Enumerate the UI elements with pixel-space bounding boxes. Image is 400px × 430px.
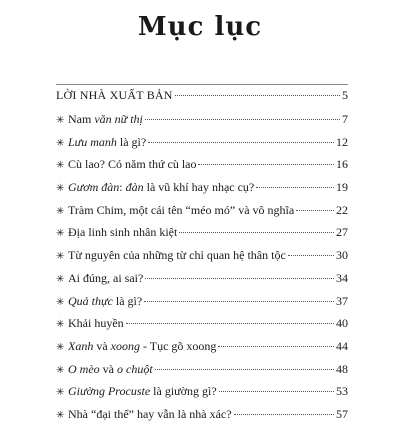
bullet-icon: ✳ bbox=[56, 205, 65, 217]
toc-entry-title-part: là gì? bbox=[116, 134, 147, 149]
dot-leader bbox=[234, 414, 334, 415]
dot-leader bbox=[198, 164, 334, 165]
toc-entry-title bbox=[68, 135, 146, 149]
toc-entry-title bbox=[68, 203, 294, 217]
toc-page-number: 30 bbox=[336, 248, 348, 263]
toc-page-number: 7 bbox=[342, 112, 348, 126]
toc-page-number: 12 bbox=[336, 134, 348, 149]
toc-entry-title-part: Lưu manh bbox=[68, 134, 117, 149]
toc-entry-title-part: là giường gì? bbox=[150, 384, 217, 399]
dot-leader bbox=[219, 391, 334, 392]
toc-entry-title bbox=[68, 362, 153, 376]
toc-entry-title-part: Cù lao? Có năm thứ cù lao bbox=[68, 157, 197, 172]
toc-entry bbox=[56, 384, 348, 407]
toc-entry-title-part: đàn bbox=[125, 180, 144, 195]
dot-leader bbox=[148, 142, 334, 143]
toc-page-number: 44 bbox=[336, 338, 348, 353]
bullet-icon: ✳ bbox=[56, 228, 65, 240]
title-rule bbox=[56, 84, 348, 85]
bullet-icon: ✳ bbox=[56, 183, 65, 195]
toc-entry-title-part: LỜI NHÀ XUẤT BẢN bbox=[56, 88, 173, 102]
dot-leader bbox=[218, 346, 334, 347]
dot-leader bbox=[179, 232, 334, 233]
toc-entry-title bbox=[68, 157, 196, 171]
dot-leader bbox=[144, 301, 334, 302]
toc-entry-title bbox=[68, 294, 142, 308]
toc-entry-title-part: Gươm đàn bbox=[68, 180, 120, 195]
toc-entry-title-part: : bbox=[119, 180, 126, 195]
toc-entry-title-part: là vũ khí hay nhạc cụ? bbox=[143, 180, 255, 195]
toc-page-number: 27 bbox=[336, 225, 348, 240]
toc-entry bbox=[56, 271, 348, 294]
bullet-icon: ✳ bbox=[56, 409, 65, 421]
toc-entry-title bbox=[68, 112, 143, 126]
toc-entry bbox=[56, 294, 348, 317]
toc-entry-title-part: Ai đúng, ai sai? bbox=[68, 270, 144, 285]
toc-page-number: 22 bbox=[336, 202, 348, 217]
toc-entry bbox=[56, 112, 348, 135]
toc-entry bbox=[56, 339, 348, 362]
toc-entry-title bbox=[68, 407, 232, 421]
toc-entry-title bbox=[68, 271, 143, 285]
toc-entry bbox=[56, 248, 348, 271]
bullet-icon: ✳ bbox=[56, 296, 65, 308]
bullet-icon: ✳ bbox=[56, 387, 65, 399]
toc-page-number: 19 bbox=[336, 180, 348, 195]
toc-page-number: 40 bbox=[336, 316, 348, 331]
toc-entry-title-part: và bbox=[99, 361, 117, 376]
toc-entry bbox=[56, 135, 348, 158]
dot-leader bbox=[145, 119, 340, 120]
toc-page-number: 37 bbox=[336, 293, 348, 308]
bullet-icon: ✳ bbox=[56, 319, 65, 331]
toc-page-number: 53 bbox=[336, 384, 348, 399]
toc-page-number: 5 bbox=[342, 88, 348, 102]
bullet-icon: ✳ bbox=[56, 115, 65, 126]
toc-entry-title bbox=[68, 225, 177, 239]
toc-page-number: 57 bbox=[336, 406, 348, 421]
toc-entry-title-part: o chuột bbox=[117, 361, 153, 376]
toc-page-number: 48 bbox=[336, 361, 348, 376]
toc-entry-title-part: Nam bbox=[68, 112, 95, 126]
toc-entry bbox=[56, 316, 348, 339]
toc-entry-title-part: Khải huyền bbox=[68, 316, 124, 331]
toc-entry-title-part: Quả thực bbox=[68, 293, 113, 308]
toc-entry bbox=[56, 362, 348, 385]
toc-entry-title-part: Tràm Chim, một cái tên “méo mó” và vô nghĩa bbox=[68, 202, 295, 217]
bullet-icon: ✳ bbox=[56, 273, 65, 285]
page-title: Mục lục bbox=[137, 12, 263, 42]
toc-entry-title bbox=[68, 384, 217, 398]
toc-entry-title-part: Địa linh sinh nhân kiệt bbox=[68, 225, 178, 240]
dot-leader bbox=[145, 278, 334, 279]
dot-leader bbox=[175, 95, 340, 96]
toc-entry bbox=[56, 407, 348, 430]
toc-entry-title-part: Giường Procuste bbox=[68, 384, 151, 399]
toc-entry-title-part: là gì? bbox=[112, 293, 143, 308]
toc-entry-title-part: O mèo bbox=[68, 361, 100, 376]
bullet-icon: ✳ bbox=[56, 341, 65, 353]
toc-page-number: 16 bbox=[336, 157, 348, 172]
toc-entry bbox=[56, 88, 348, 112]
dot-leader bbox=[155, 369, 334, 370]
toc-entry bbox=[56, 225, 348, 248]
bullet-icon: ✳ bbox=[56, 160, 65, 172]
toc-entry-title-part: văn nữ thị bbox=[94, 112, 143, 126]
toc-entry-title-part: Nhà “đại thể” hay vẫn là nhà xác? bbox=[68, 406, 232, 421]
dot-leader bbox=[126, 323, 334, 324]
dot-leader bbox=[296, 210, 334, 211]
toc-list bbox=[56, 88, 348, 430]
toc-entry bbox=[56, 203, 348, 226]
toc-entry-title bbox=[68, 316, 124, 330]
toc-page-number: 34 bbox=[336, 270, 348, 285]
toc-entry bbox=[56, 180, 348, 203]
dot-leader bbox=[288, 255, 334, 256]
toc-entry-title-part: Từ nguyên của những từ chỉ quan hệ thân tộc bbox=[68, 248, 286, 263]
dot-leader bbox=[256, 187, 334, 188]
toc-entry bbox=[56, 157, 348, 180]
toc-entry-title bbox=[56, 88, 173, 102]
bullet-icon: ✳ bbox=[56, 137, 65, 149]
toc-entry-title bbox=[68, 180, 254, 194]
toc-entry-title-part: - Tục gõ xoong bbox=[140, 338, 217, 353]
toc-entry-title-part: Xanh bbox=[68, 338, 94, 353]
toc-entry-title bbox=[68, 339, 216, 353]
bullet-icon: ✳ bbox=[56, 364, 65, 376]
toc-entry-title-part: xoong bbox=[110, 338, 140, 353]
bullet-icon: ✳ bbox=[56, 251, 65, 263]
toc-entry-title bbox=[68, 248, 286, 262]
toc-entry-title-part: và bbox=[93, 338, 111, 353]
